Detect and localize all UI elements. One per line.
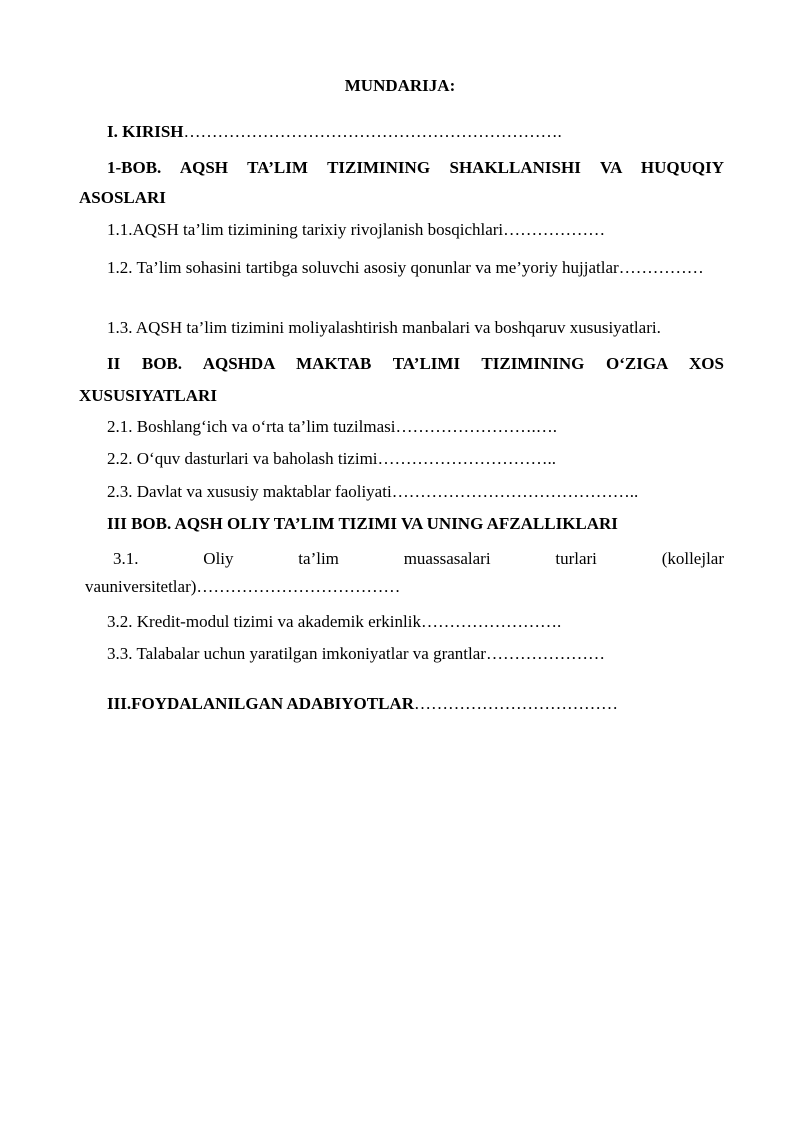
toc-leader-dots: …………………………………….. — [391, 482, 639, 501]
toc-entry-label: 3.3. Talabalar uchun yaratilgan imkoniyatlar va grantlar — [107, 644, 486, 663]
toc-entry-1-3: 1.3. AQSH ta’lim tizimini moliyalashtirish manbalari va boshqaruv xususiyatlari. — [107, 318, 661, 337]
toc-entry-label: 2.2. O‘quv dasturlari va baholash tizimi — [107, 449, 378, 468]
toc-entry-label: 1.2. Ta’lim sohasini tartibga soluvchi asosiy qonunlar va me’yoriy hujjatlar — [107, 258, 619, 277]
toc-chapter-1: 1-BOB. AQSH TA’LIM TIZIMINING SHAKLLANISHI VA HUQUQIY ASOSLARI — [79, 158, 724, 207]
toc-leader-dots: ……………………. — [420, 612, 562, 631]
toc-leader-dots: ………………… — [485, 644, 605, 663]
toc-chapter-2: II BOB. AQSHDA MAKTAB TA’LIMI TIZIMINING O‘ZIGA XOS XUSUSIYATLARI — [79, 354, 724, 405]
toc-entry-label: 3.1. Oliy ta’lim muassasalari turlari (kollejlar vauniversitetlar) — [85, 549, 724, 596]
toc-entry-1-1 — [79, 219, 724, 240]
toc-leader-dots: ………………………….. — [377, 449, 557, 468]
toc-entry-kirish — [79, 121, 724, 142]
toc-leader-dots: ……………… — [503, 220, 606, 239]
toc-entry-3-3 — [79, 643, 724, 664]
toc-chapter-3: III BOB. AQSH OLIY TA’LIM TIZIMI VA UNING AFZALLIKLARI — [107, 514, 618, 533]
toc-entry-label: III.FOYDALANILGAN ADABIYOTLAR — [107, 694, 414, 713]
toc-entry-label: 1.1.AQSH ta’lim tizimining tarixiy rivojlanish bosqichlari — [107, 220, 504, 239]
toc-leader-dots: …………… — [618, 258, 704, 277]
page-title: MUNDARIJA: — [344, 76, 456, 95]
toc-entry-2-1 — [79, 416, 724, 437]
toc-entry-2-3 — [79, 481, 724, 502]
toc-entry-3-2 — [79, 611, 724, 632]
toc-leader-dots: …………………………………………………………. — [183, 122, 562, 141]
toc-entry-adabiyotlar — [79, 693, 724, 714]
toc-entry-label: 2.3. Davlat va xususiy maktablar faoliyati — [107, 482, 392, 501]
toc-entry-3-1 — [85, 545, 724, 601]
toc-entry-label: I. KIRISH — [107, 122, 184, 141]
toc-entry-label: 2.1. Boshlang‘ich va o‘rta ta’lim tuzilmasi — [107, 417, 396, 436]
toc-entry-2-2 — [79, 448, 724, 469]
toc-leader-dots: …………………….…. — [395, 417, 557, 436]
toc-leader-dots: ……………………………… — [414, 694, 618, 713]
toc-entry-label: 3.2. Kredit-modul tizimi va akademik erkinlik — [107, 612, 421, 631]
toc-entry-1-2 — [79, 252, 724, 284]
toc-leader-dots: ……………………………… — [196, 577, 401, 596]
